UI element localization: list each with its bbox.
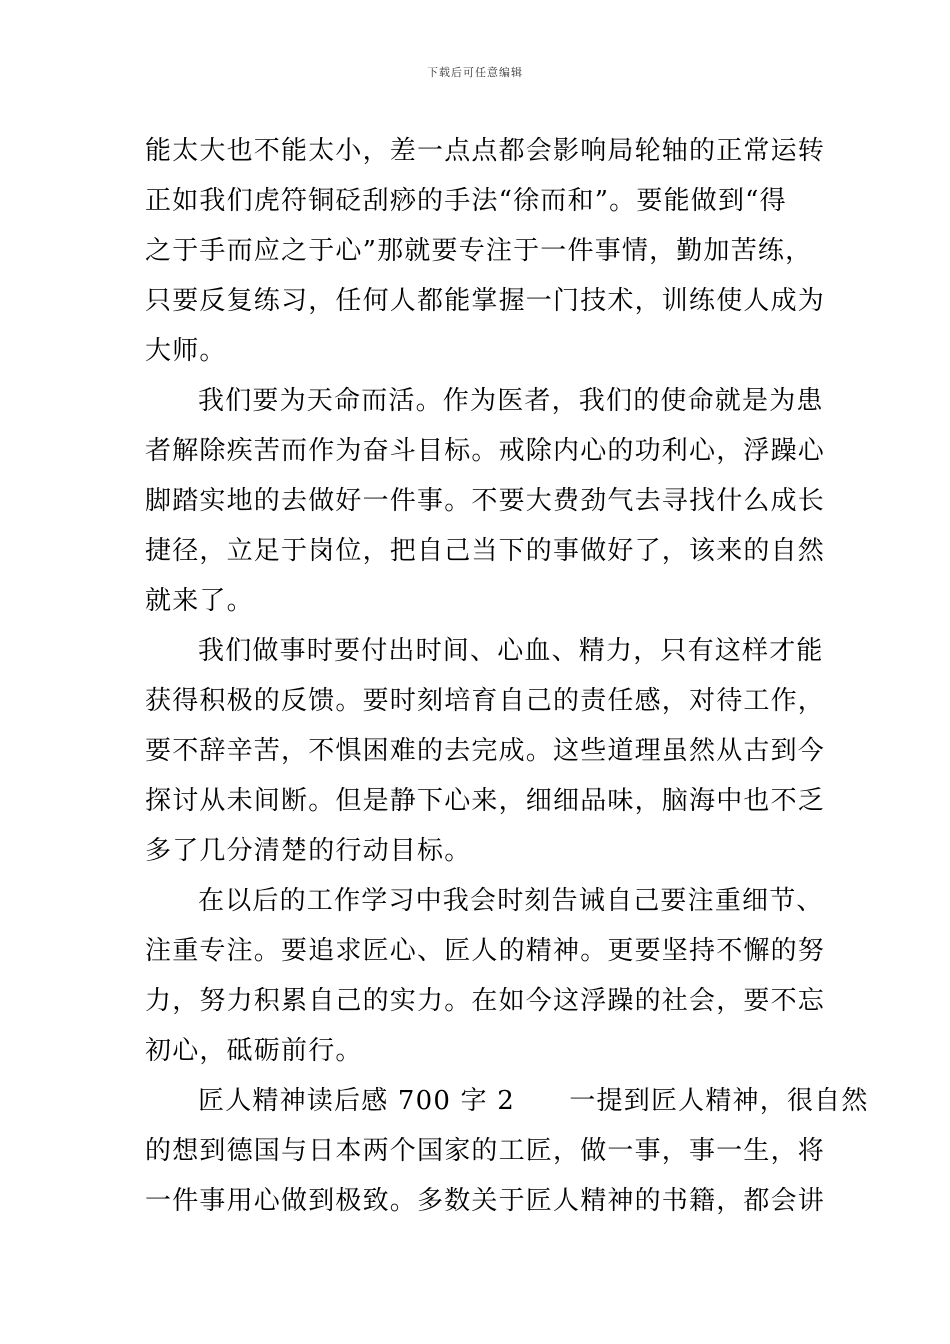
paragraph-first-line: 我们要为天命而活。作为医者，我们的使命就是为患 <box>198 386 824 416</box>
text-line: 大师。 <box>145 336 227 366</box>
text-line: 探讨从未间断。但是静下心来，细细品味，脑海中也不乏 <box>145 786 826 816</box>
text-line: 获得积极的反馈。要时刻培育自己的责任感，对待工作， <box>145 686 826 716</box>
text-line: 多了几分清楚的行动目标。 <box>145 836 472 866</box>
text-line: 者解除疾苦而作为奋斗目标。戒除内心的功利心，浮躁心 <box>145 436 826 466</box>
body-text <box>145 126 869 1226</box>
text-line: 就来了。 <box>145 586 254 616</box>
text-line: 要不辞辛苦，不惧困难的去完成。这些道理虽然从古到今 <box>145 736 826 766</box>
text-line: 能太大也不能太小，差一点点都会影响局轮轴的正常运转 <box>145 136 826 166</box>
text-line: 初心，砥砺前行。 <box>145 1036 363 1066</box>
text-line: 之于手而应之于心”那就要专注于一件事情，勤加苦练， <box>145 236 813 266</box>
text-line: 的想到德国与日本两个国家的工匠，做一事，事一生，将 <box>145 1136 826 1166</box>
text-line: 正如我们虎符铜砭刮痧的手法“徐而和”。要能做到“得 <box>145 186 787 216</box>
paragraph-first-line: 我们做事时要付出时间、心血、精力，只有这样才能 <box>198 636 824 666</box>
text-line: 注重专注。要追求匠心、匠人的精神。更要坚持不懈的努 <box>145 936 826 966</box>
text-line: 一件事用心做到极致。多数关于匠人精神的书籍，都会讲 <box>145 1186 826 1216</box>
text-line: 捷径，立足于岗位，把自己当下的事做好了，该来的自然 <box>145 536 826 566</box>
paragraph-first-line: 在以后的工作学习中我会时刻告诫自己要注重细节、 <box>198 886 824 916</box>
section-heading-line: 匠人精神读后感 700 字 2 一提到匠人精神，很自然 <box>198 1086 869 1116</box>
text-line: 力，努力积累自己的实力。在如今这浮躁的社会，要不忘 <box>145 986 826 1016</box>
text-line: 只要反复练习，任何人都能掌握一门技术，训练使人成为 <box>145 286 826 316</box>
page-header: 下载后可任意编辑 <box>427 66 523 79</box>
text-line: 脚踏实地的去做好一件事。不要大费劲气去寻找什么成长 <box>145 486 826 516</box>
